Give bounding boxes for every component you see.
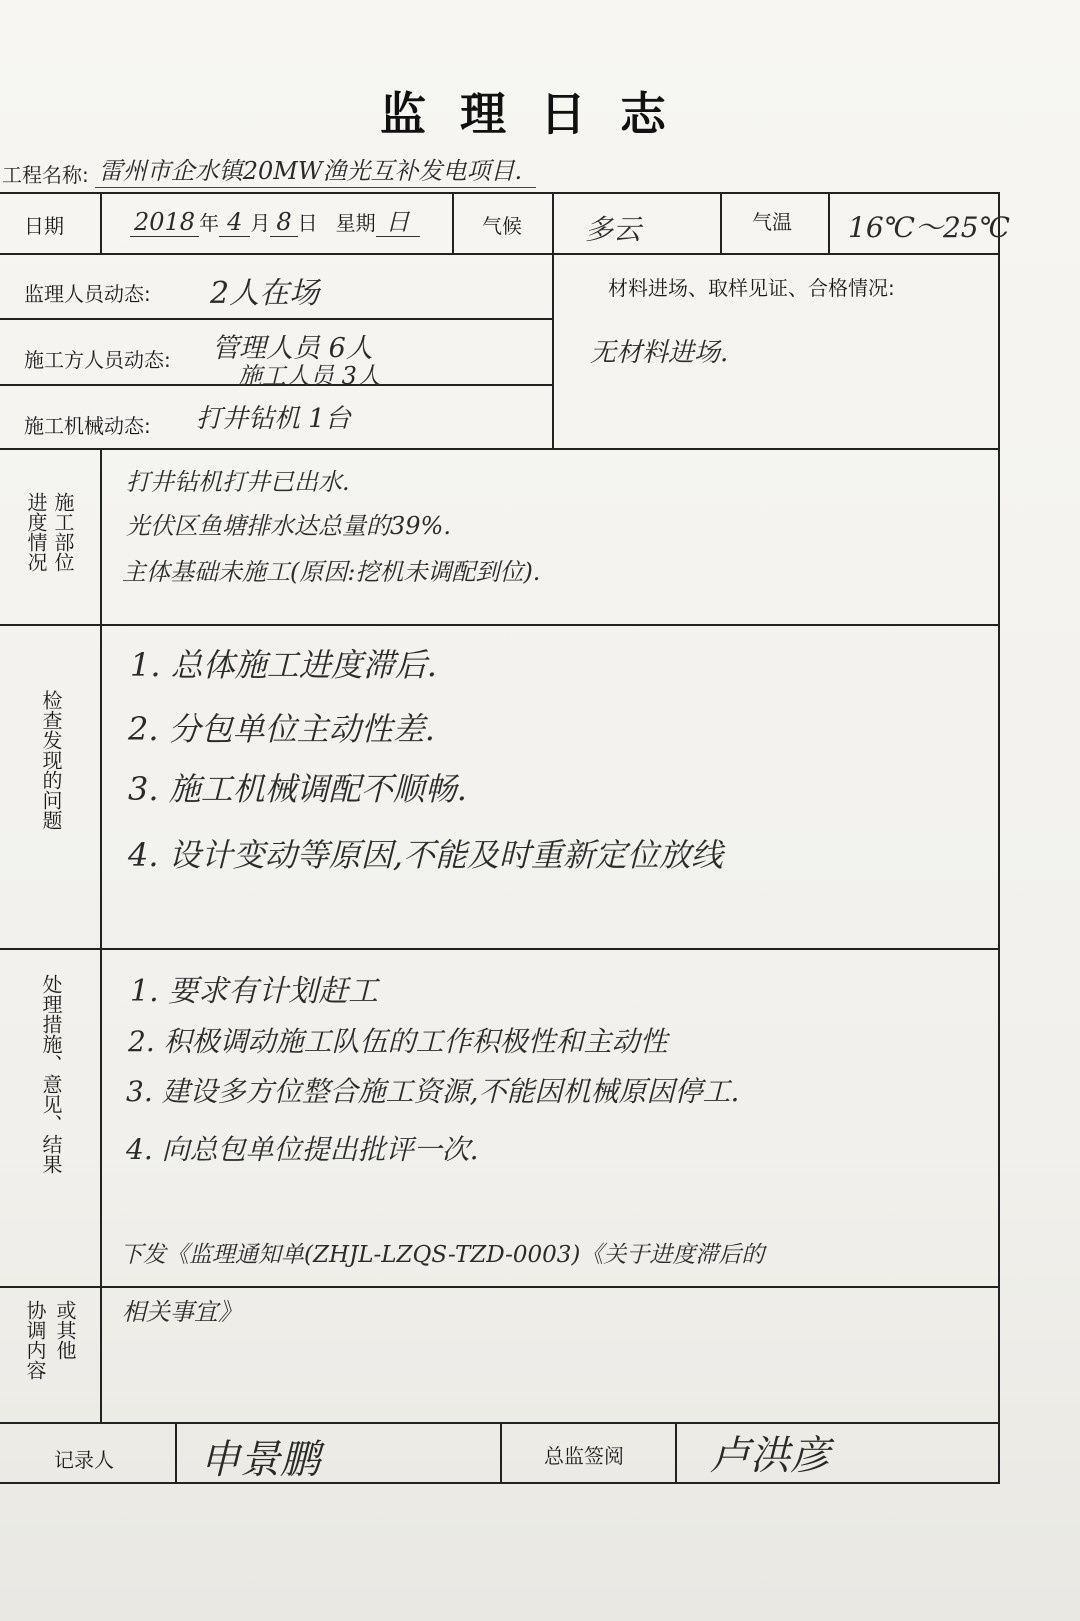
row-divider-date [0,253,1000,255]
machine-status-label: 施工机械动态: [24,414,151,438]
issue-line-3: 3. 施工机械调配不顺畅. [128,770,467,808]
contractor-status-line1: 管理人员 6人 [212,333,373,364]
project-name-value: 雷州市企水镇20MW渔光互补发电项目. [95,151,536,188]
project-name-label: 工程名称: [2,163,89,187]
date-day: 8 [270,208,297,237]
temp-value: 16℃～25℃ [848,211,1010,244]
row-divider-measures [0,1286,1000,1288]
col-divider-recorder-sig [500,1422,502,1482]
issues-label: 检查发现的问题 [39,690,63,830]
date-year: 2018 [130,208,199,237]
date-year-unit: 年 [199,211,220,235]
progress-label-col1: 施工部位 [51,492,75,572]
col-divider-weekday [452,192,454,253]
project-row [0,158,1000,188]
col-divider-recorder-label [175,1422,177,1482]
weather-label: 气候 [482,214,522,238]
row-divider-status [0,448,1000,450]
date-field [130,202,450,242]
contractor-status-line2: 施工人员 3人 [238,362,381,390]
material-status-value: 无材料进场. [590,338,729,368]
temp-label: 气温 [752,210,792,234]
date-day-unit: 日 [297,211,318,235]
weekday-value: 日 [376,208,420,237]
progress-line-3: 主体基础未施工(原因:挖机未调配到位). [122,558,541,586]
progress-line-2: 光伏区鱼塘排水达总量的39%. [126,512,451,540]
col-divider-status [552,253,554,448]
table-border-bottom [0,1482,1000,1484]
col-divider-chief-label [675,1422,677,1482]
supervisor-status-label: 监理人员动态: [24,282,151,306]
date-label: 日期 [24,214,64,238]
issue-line-1: 1. 总体施工进度滞后. [130,646,437,684]
coordination-label-col2: 或其他 [53,1300,77,1360]
issue-line-2: 2. 分包单位主动性差. [128,710,435,748]
chief-signature: 卢洪彦 [710,1433,830,1479]
date-month: 4 [219,208,250,237]
measure-line-3: 3. 建设多方位整合施工资源,不能因机械原因停工. [126,1075,740,1108]
recorder-label: 记录人 [54,1448,114,1472]
log-form-table [0,192,1010,1484]
col-divider-section-labels [100,448,102,1422]
col-divider-weather-label [552,192,554,253]
page-title: 监理日志 [380,87,700,141]
machine-status-value: 打井钻机 1台 [196,404,351,434]
table-border-top [0,192,1000,194]
measure-line-4: 4. 向总包单位提出批评一次. [126,1133,479,1166]
measure-line-2: 2. 积极调动施工队伍的工作积极性和主动性 [128,1025,668,1058]
issue-line-4: 4. 设计变动等原因,不能及时重新定位放线 [128,836,723,874]
material-status-label: 材料进场、取样见证、合格情况: [608,276,895,300]
row-divider-progress [0,624,1000,626]
measures-label: 处理措施、意见、结果 [39,974,63,1174]
table-border-right [998,192,1000,1484]
weather-value: 多云 [585,213,642,246]
weekday-label: 星期 [335,211,376,235]
chief-review-label: 总监签阅 [544,1444,624,1468]
col-divider-temp-label [828,192,830,253]
col-divider-weather [720,192,722,253]
progress-label-col2: 进度情况 [24,492,48,572]
date-month-unit: 月 [250,211,271,235]
contractor-status-label: 施工方人员动态: [24,348,171,372]
row-divider-supervisor [0,318,552,320]
recorder-signature: 申景鹏 [200,1437,320,1483]
coordination-line-1: 下发《监理通知单(ZHJL-LZQS-TZD-0003)《关于进度滞后的 [120,1242,765,1268]
coordination-line-2: 相关事宜》 [122,1298,242,1326]
col-divider-date-label [100,192,102,253]
measure-line-1: 1. 要求有计划赶工 [130,974,379,1009]
supervisor-status-value: 2人在场 [210,276,320,311]
row-divider-issues [0,948,1000,950]
progress-line-1: 打井钻机打井已出水. [126,468,350,496]
coordination-label-col1: 协调内容 [23,1300,47,1380]
